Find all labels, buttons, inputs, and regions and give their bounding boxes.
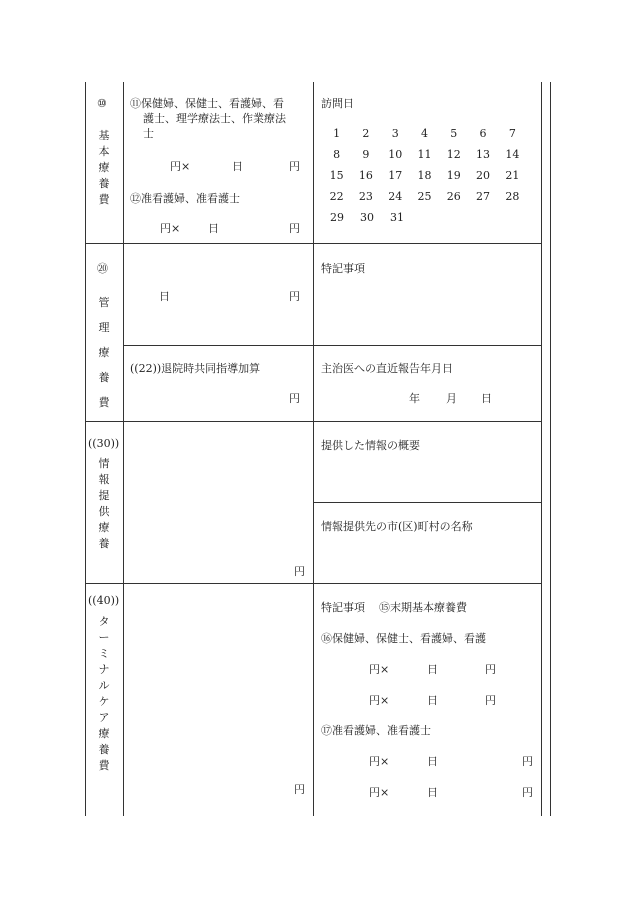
item-17-row2-days[interactable]: 日 xyxy=(427,786,438,799)
calendar-day[interactable]: 5 xyxy=(450,127,458,140)
item-12-amount[interactable]: 円 xyxy=(289,222,300,235)
item-15-label: ⑮末期基本療養費 xyxy=(379,601,467,614)
label-column-divider xyxy=(123,82,124,816)
row-divider-10-20 xyxy=(85,243,541,244)
item-22-label: ((22))退院時共同指導加算 xyxy=(130,362,261,375)
calendar-day[interactable]: 9 xyxy=(362,148,370,161)
item-16-row1-unit-price[interactable]: 円× xyxy=(369,663,390,676)
info-summary-label: 提供した情報の概要 xyxy=(321,439,420,452)
item-12-days[interactable]: 日 xyxy=(208,222,219,235)
calendar-day[interactable]: 16 xyxy=(358,169,373,182)
item-16-row1-amount[interactable]: 円 xyxy=(485,663,496,676)
report-date-label: 主治医への直近報告年月日 xyxy=(321,362,453,375)
calendar-day[interactable]: 26 xyxy=(446,190,461,203)
section-10-number: ⑩ xyxy=(97,97,107,110)
left-border xyxy=(85,82,86,816)
calendar-week xyxy=(322,186,527,207)
section-30-amount[interactable]: 円 xyxy=(294,565,305,578)
calendar-week xyxy=(322,144,527,165)
item-17-row1-days[interactable]: 日 xyxy=(427,755,438,768)
item-11-label-line1: ⑪保健婦、保健士、看護婦、看 xyxy=(130,97,284,110)
calendar-day[interactable]: 1 xyxy=(333,127,341,140)
calendar-day[interactable]: 6 xyxy=(479,127,487,140)
section-40-number: ((40)) xyxy=(88,594,120,607)
item-11-label-line3: 士 xyxy=(143,127,154,140)
calendar-day[interactable]: 2 xyxy=(362,127,370,140)
calendar-day[interactable]: 13 xyxy=(476,148,491,161)
calendar-day[interactable]: 17 xyxy=(388,169,403,182)
calendar-day[interactable]: 23 xyxy=(358,190,373,203)
section-20-days[interactable]: 日 xyxy=(159,290,170,303)
calendar-day[interactable]: 24 xyxy=(388,190,403,203)
item-17-row2-amount[interactable]: 円 xyxy=(522,786,533,799)
calendar-day[interactable]: 10 xyxy=(388,148,403,161)
section-20-title: 管 理 療 養 費 xyxy=(98,296,110,409)
calendar-day[interactable]: 19 xyxy=(446,169,461,182)
item-17-row1-amount[interactable]: 円 xyxy=(522,755,533,768)
item-11-amount[interactable]: 円 xyxy=(289,160,300,173)
row-divider-20-30 xyxy=(85,421,541,422)
calendar-week xyxy=(322,123,527,144)
section-40-amount[interactable]: 円 xyxy=(294,783,305,796)
item-16-label: ⑯保健婦、保健士、看護婦、看護 xyxy=(321,632,486,645)
calendar-day[interactable]: 21 xyxy=(505,169,520,182)
right-outer-border xyxy=(550,82,551,816)
info-recipient-label: 情報提供先の市(区)町村の名称 xyxy=(321,520,473,533)
item-12-label: ⑫准看護婦、准看護士 xyxy=(130,192,240,205)
visit-calendar xyxy=(322,123,527,228)
calendar-day[interactable]: 20 xyxy=(476,169,491,182)
item-16-row2-days[interactable]: 日 xyxy=(427,694,438,707)
calendar-day[interactable]: 12 xyxy=(446,148,461,161)
section-40-special-notes: 特記事項 xyxy=(321,601,365,614)
item-16-row2-unit-price[interactable]: 円× xyxy=(369,694,390,707)
item-16-row2-amount[interactable]: 円 xyxy=(485,694,496,707)
middle-column-divider xyxy=(313,82,314,816)
item-11-unit-price[interactable]: 円× xyxy=(170,160,191,173)
calendar-day[interactable]: 7 xyxy=(508,127,516,140)
calendar-day[interactable]: 22 xyxy=(329,190,344,203)
calendar-day[interactable]: 8 xyxy=(333,148,341,161)
section-40-title: タ ー ミ ナ ル ケ ア 療 養 費 xyxy=(98,615,110,772)
section-20-amount[interactable]: 円 xyxy=(289,290,300,303)
report-month[interactable]: 月 xyxy=(446,392,457,405)
item-17-row1-unit-price[interactable]: 円× xyxy=(369,755,390,768)
calendar-day[interactable]: 27 xyxy=(476,190,491,203)
section-30-number: ((30)) xyxy=(88,437,120,450)
row-divider-30-inner xyxy=(313,502,541,503)
item-17-label: ⑰准看護婦、准看護士 xyxy=(321,724,431,737)
calendar-day[interactable]: 18 xyxy=(417,169,432,182)
calendar-week xyxy=(322,207,527,228)
section-20-special-notes: 特記事項 xyxy=(321,262,365,275)
right-border xyxy=(541,82,542,816)
report-year[interactable]: 年 xyxy=(409,392,420,405)
row-divider-30-40 xyxy=(85,583,541,584)
calendar-day[interactable]: 25 xyxy=(417,190,432,203)
calendar-day[interactable]: 28 xyxy=(505,190,520,203)
calendar-day[interactable]: 14 xyxy=(505,148,520,161)
calendar-day[interactable]: 31 xyxy=(390,211,404,224)
calendar-day[interactable]: 15 xyxy=(329,169,344,182)
section-30-title: 情 報 提 供 療 養 xyxy=(98,457,110,550)
item-12-unit-price[interactable]: 円× xyxy=(160,222,181,235)
calendar-day[interactable]: 30 xyxy=(360,211,374,224)
item-17-row2-unit-price[interactable]: 円× xyxy=(369,786,390,799)
item-16-row1-days[interactable]: 日 xyxy=(427,663,438,676)
calendar-week xyxy=(322,165,527,186)
visit-days-label: 訪問日 xyxy=(321,97,354,110)
row-divider-20-inner xyxy=(123,345,541,346)
calendar-day[interactable]: 11 xyxy=(417,148,432,161)
calendar-day[interactable]: 29 xyxy=(330,211,344,224)
item-22-amount[interactable]: 円 xyxy=(289,392,300,405)
section-10-title: 基 本 療 養 費 xyxy=(98,129,110,206)
item-11-label-line2: 護士、理学療法士、作業療法 xyxy=(143,112,286,125)
calendar-day[interactable]: 3 xyxy=(391,127,399,140)
section-20-number: ⑳ xyxy=(97,262,108,275)
report-day[interactable]: 日 xyxy=(481,392,492,405)
calendar-day[interactable]: 4 xyxy=(420,127,428,140)
item-11-days[interactable]: 日 xyxy=(232,160,243,173)
